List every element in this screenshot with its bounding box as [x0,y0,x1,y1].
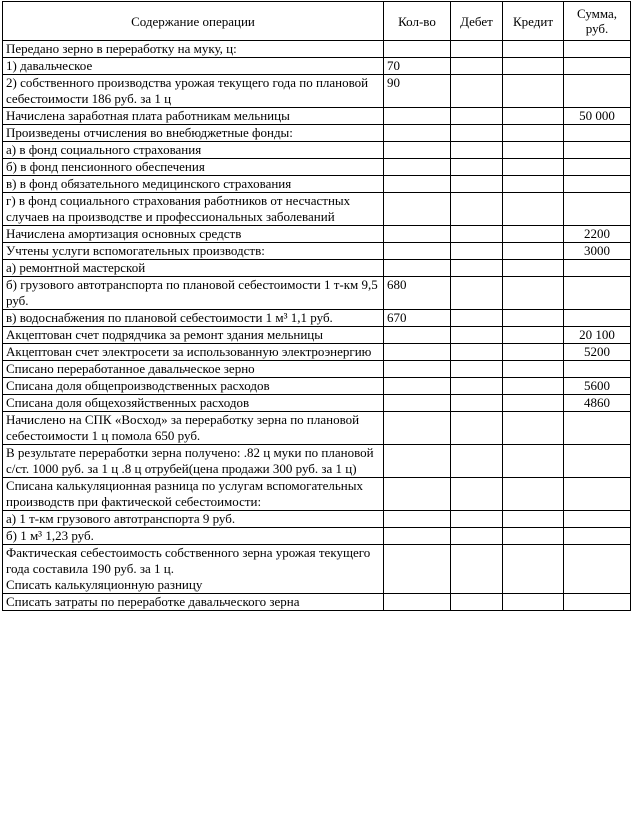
debit-cell [451,125,503,142]
sum-cell: 50 000 [564,108,631,125]
quantity-cell [384,361,451,378]
operation-cell: Списана доля общепроизводственных расходов [3,378,384,395]
operation-cell: б) 1 м³ 1,23 руб. [3,528,384,545]
quantity-cell [384,511,451,528]
debit-cell [451,260,503,277]
sum-cell [564,159,631,176]
credit-cell [503,108,564,125]
credit-cell [503,395,564,412]
header-sum: Сумма, руб. [564,2,631,41]
table-row [3,75,631,108]
operation-cell: Начислено на СПК «Восход» за переработку зерна по плановой себестоимости 1 ц помола 650 руб. [3,412,384,445]
table-row [3,310,631,327]
debit-cell [451,478,503,511]
operation-cell: Списана доля общехозяйственных расходов [3,395,384,412]
table-row [3,277,631,310]
header-credit: Кредит [503,2,564,41]
quantity-cell: 90 [384,75,451,108]
operation-cell: Акцептован счет подрядчика за ремонт здания мельницы [3,327,384,344]
table-row [3,594,631,611]
credit-cell [503,594,564,611]
operation-cell: а) ремонтной мастерской [3,260,384,277]
sum-cell: 5200 [564,344,631,361]
sum-cell [564,528,631,545]
quantity-cell [384,412,451,445]
debit-cell [451,378,503,395]
debit-cell [451,528,503,545]
credit-cell [503,344,564,361]
sum-cell [564,41,631,58]
operation-cell: Списать затраты по переработке давальческого зерна [3,594,384,611]
quantity-cell [384,478,451,511]
sum-cell: 3000 [564,243,631,260]
credit-cell [503,528,564,545]
operations-sheet [2,1,630,611]
operation-cell: 2) собственного производства урожая текущего года по плановой себестоимости 186 руб. за 1 ц [3,75,384,108]
sum-cell: 20 100 [564,327,631,344]
debit-cell [451,243,503,260]
quantity-cell [384,545,451,594]
debit-cell [451,327,503,344]
operation-cell: Фактическая себестоимость собственного зерна урожая текущего года составила 190 руб. за 1 ц. Списать калькуляционную разницу [3,545,384,594]
operation-cell: б) в фонд пенсионного обеспечения [3,159,384,176]
table-row [3,528,631,545]
operation-cell: б) грузового автотранспорта по плановой себестоимости 1 т-км 9,5 руб. [3,277,384,310]
operation-cell: Произведены отчисления во внебюджетные фонды: [3,125,384,142]
operation-cell: Начислена амортизация основных средств [3,226,384,243]
quantity-cell [384,528,451,545]
credit-cell [503,478,564,511]
operation-cell: Акцептован счет электросети за использованную электроэнергию [3,344,384,361]
sum-cell [564,445,631,478]
operation-cell: 1) давальческое [3,58,384,75]
debit-cell [451,310,503,327]
table-row [3,344,631,361]
quantity-cell [384,125,451,142]
quantity-cell [384,41,451,58]
operation-cell: а) в фонд социального страхования [3,142,384,159]
table-row [3,445,631,478]
sum-cell [564,125,631,142]
credit-cell [503,75,564,108]
credit-cell [503,58,564,75]
debit-cell [451,75,503,108]
operation-cell: Передано зерно в переработку на муку, ц: [3,41,384,58]
credit-cell [503,176,564,193]
table-row [3,327,631,344]
operation-cell: Начислена заработная плата работникам мельницы [3,108,384,125]
quantity-cell [384,378,451,395]
table-row [3,176,631,193]
table-row [3,142,631,159]
quantity-cell [384,327,451,344]
credit-cell [503,378,564,395]
operation-cell: в) водоснабжения по плановой себестоимости 1 м³ 1,1 руб. [3,310,384,327]
debit-cell [451,395,503,412]
table-row [3,226,631,243]
quantity-cell [384,176,451,193]
sum-cell [564,277,631,310]
table-row [3,395,631,412]
header-debit: Дебет [451,2,503,41]
quantity-cell [384,260,451,277]
credit-cell [503,142,564,159]
credit-cell [503,226,564,243]
debit-cell [451,594,503,611]
table-header [3,2,631,41]
quantity-cell [384,395,451,412]
debit-cell [451,412,503,445]
operation-cell: а) 1 т-км грузового автотранспорта 9 руб. [3,511,384,528]
sum-cell: 5600 [564,378,631,395]
quantity-cell [384,243,451,260]
table-row [3,260,631,277]
credit-cell [503,193,564,226]
debit-cell [451,159,503,176]
debit-cell [451,511,503,528]
credit-cell [503,243,564,260]
operation-cell: в) в фонд обязательного медицинского страхования [3,176,384,193]
debit-cell [451,41,503,58]
quantity-cell: 670 [384,310,451,327]
table-row [3,511,631,528]
operation-cell: Учтены услуги вспомогательных производств: [3,243,384,260]
credit-cell [503,41,564,58]
sum-cell [564,310,631,327]
credit-cell [503,412,564,445]
sum-cell [564,545,631,594]
credit-cell [503,260,564,277]
table-row [3,412,631,445]
credit-cell [503,361,564,378]
table-row [3,159,631,176]
quantity-cell: 70 [384,58,451,75]
debit-cell [451,277,503,310]
operation-cell: Списано переработанное давальческое зерно [3,361,384,378]
debit-cell [451,142,503,159]
quantity-cell [384,445,451,478]
credit-cell [503,545,564,594]
sum-cell: 2200 [564,226,631,243]
operation-cell: г) в фонд социального страхования работников от несчастных случаев на производстве и профессиональных заболеваний [3,193,384,226]
quantity-cell [384,344,451,361]
sum-cell [564,412,631,445]
sum-cell [564,594,631,611]
operation-cell: В результате переработки зерна получено: .82 ц муки по плановой с/ст. 1000 руб. за 1 ц .8 ц отрубей(цена продажи 300 руб. за 1 ц) [3,445,384,478]
credit-cell [503,277,564,310]
credit-cell [503,327,564,344]
table-row [3,545,631,594]
table-row [3,108,631,125]
debit-cell [451,58,503,75]
debit-cell [451,361,503,378]
table-row [3,58,631,75]
debit-cell [451,193,503,226]
sum-cell [564,361,631,378]
table-row [3,378,631,395]
header-row [3,2,631,41]
credit-cell [503,125,564,142]
quantity-cell [384,594,451,611]
debit-cell [451,344,503,361]
sum-cell [564,58,631,75]
table-row [3,41,631,58]
operation-cell: Списана калькуляционная разница по услугам вспомогательных производств при фактической себестоимости: [3,478,384,511]
debit-cell [451,445,503,478]
header-operation: Содержание операции [3,2,384,41]
credit-cell [503,445,564,478]
credit-cell [503,159,564,176]
debit-cell [451,545,503,594]
quantity-cell [384,142,451,159]
sum-cell [564,260,631,277]
table-row [3,361,631,378]
debit-cell [451,176,503,193]
debit-cell [451,226,503,243]
sum-cell [564,193,631,226]
table-row [3,125,631,142]
table-row [3,193,631,226]
quantity-cell: 680 [384,277,451,310]
table-row [3,478,631,511]
sum-cell [564,478,631,511]
operations-table [2,1,631,611]
sum-cell [564,142,631,159]
quantity-cell [384,108,451,125]
sum-cell: 4860 [564,395,631,412]
credit-cell [503,511,564,528]
table-body [3,41,631,611]
quantity-cell [384,159,451,176]
debit-cell [451,108,503,125]
header-quantity: Кол-во [384,2,451,41]
sum-cell [564,511,631,528]
sum-cell [564,176,631,193]
credit-cell [503,310,564,327]
quantity-cell [384,193,451,226]
quantity-cell [384,226,451,243]
table-row [3,243,631,260]
sum-cell [564,75,631,108]
